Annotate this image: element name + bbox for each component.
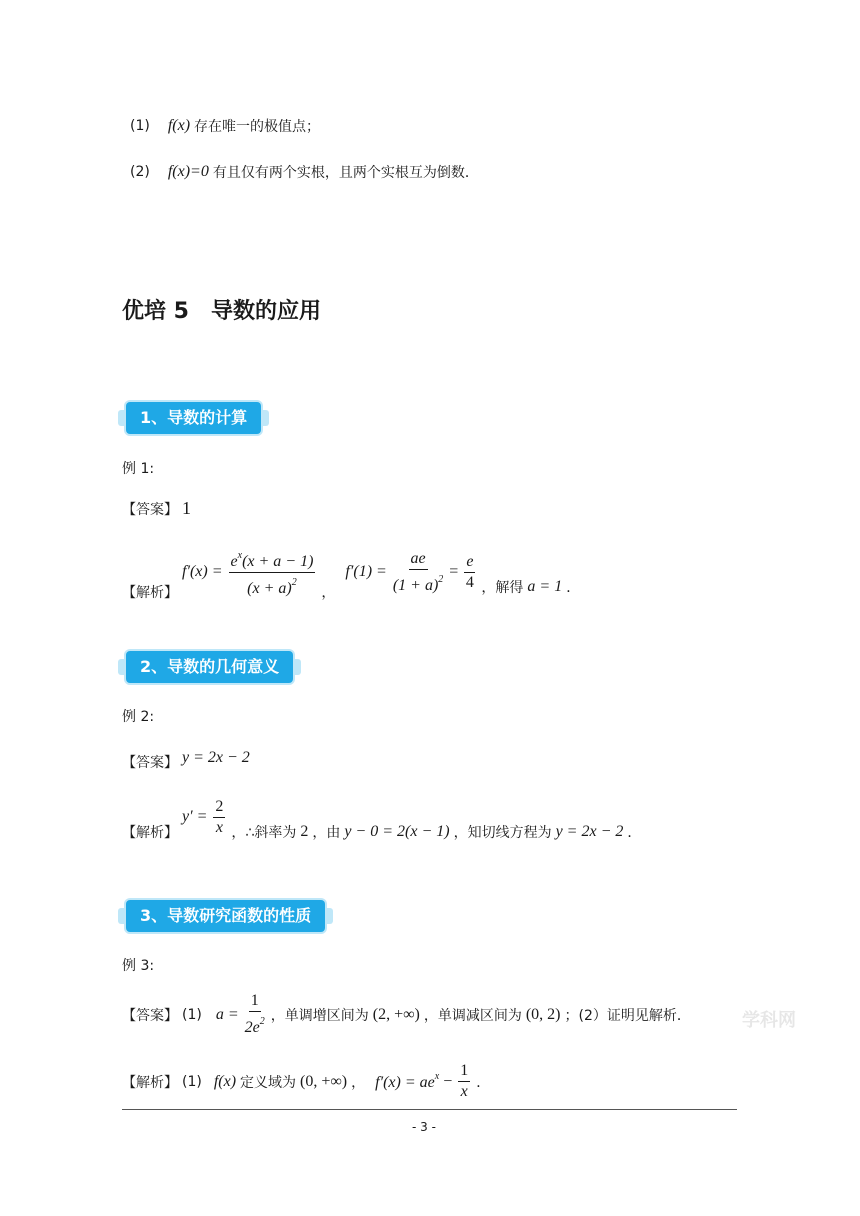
fraction-derivative: $\frac{e^x(x + a - 1)}{(x + a)^2}$	[229, 547, 316, 598]
fraction-a-value: $\frac{1}{2e^2}$	[244, 992, 265, 1036]
fraction-e-over-4: $\frac{e}{4}$	[465, 552, 474, 591]
analysis-label: 【解析】	[122, 585, 178, 601]
answer-label: 【答案】	[122, 755, 178, 771]
fraction-1-over-x: $\frac{1}{x}$	[460, 1062, 469, 1100]
topic-badge-1: 1、导数的计算	[126, 402, 261, 434]
analysis-text: ，∴斜率为	[231, 825, 297, 841]
item-number: (1)	[130, 118, 150, 134]
tangent-equation: y = 2x − 2	[555, 823, 624, 840]
analysis-row-2	[122, 792, 641, 842]
answer-lhs: a =	[215, 1005, 239, 1023]
item-text: 存在唯一的极值点；	[194, 119, 321, 135]
answer-text: ，单调减区间为	[423, 1007, 522, 1024]
example-label-3: 例 3:	[122, 958, 155, 974]
derivative-lhs: y′ =	[182, 808, 208, 825]
footer-rule	[122, 1109, 737, 1110]
answer-value: 1	[182, 498, 191, 518]
analysis-text: ，由	[312, 825, 341, 841]
derivative-lhs: f′(x) =	[182, 563, 223, 580]
math-fx: f(x)	[213, 1072, 237, 1090]
answer-row-3	[122, 992, 691, 1037]
example-label-1: 例 1:	[122, 461, 155, 477]
equals-sign: =	[449, 563, 459, 580]
answer-part-number: (1)	[182, 1006, 202, 1023]
answer-row-2	[122, 744, 250, 772]
analysis-label: 【解析】	[122, 825, 178, 841]
analysis-text: 定义域为	[240, 1074, 297, 1091]
item-text: 有且仅有两个实根，且两个实根互为倒数．	[212, 165, 479, 181]
math-fx: f(x)	[167, 117, 191, 134]
example-label-2: 例 2:	[122, 709, 155, 725]
analysis-row-3	[122, 1062, 490, 1101]
item-number: (2)	[130, 164, 150, 180]
derivative-at-1: f′(1) =	[345, 563, 387, 580]
period: ．	[476, 1074, 491, 1091]
derivative-lhs: $f'(x) = ae^x$	[375, 1071, 440, 1091]
topic-badge-2: 2、导数的几何意义	[126, 651, 293, 683]
analysis-tail: ，解得	[481, 580, 524, 596]
analysis-result: a = 1	[527, 578, 563, 595]
answer-text: ，单调增区间为	[270, 1007, 369, 1024]
analysis-text: ，知切线方程为	[453, 825, 552, 841]
analysis-text: ，	[351, 1074, 366, 1091]
analysis-row-1	[122, 542, 580, 602]
decreasing-interval: (0, 2)	[525, 1005, 561, 1023]
topic-badge-3: 3、导数研究函数的性质	[126, 900, 325, 932]
fraction-2-over-x: $\frac{2}{x}$	[215, 797, 224, 836]
minus-sign: −	[443, 1072, 453, 1090]
answer-label: 【答案】	[122, 501, 178, 518]
analysis-label: 【解析】	[122, 1074, 178, 1091]
answer-value: y = 2x − 2	[182, 749, 250, 766]
watermark: 学科网	[742, 1010, 796, 1031]
page-number: - 3 -	[412, 1120, 436, 1134]
separator: ，	[321, 585, 336, 601]
period: ．	[627, 825, 642, 841]
intro-item-2	[130, 162, 479, 182]
answer-row-1	[122, 498, 191, 519]
increasing-interval: (2, +∞)	[372, 1005, 420, 1023]
fraction-value: $\frac{ae}{(1 + a)^2}$	[392, 549, 444, 594]
analysis-part-number: (1)	[182, 1073, 202, 1090]
intro-item-1	[130, 116, 320, 136]
point-slope-equation: y − 0 = 2(x − 1)	[344, 823, 450, 840]
slope-value: 2	[300, 823, 309, 840]
period: ．	[566, 580, 581, 596]
section-title: 优培 5 导数的应用	[122, 299, 321, 324]
answer-text: ；(2）证明见解析．	[564, 1007, 691, 1024]
domain-interval: (0, +∞)	[300, 1072, 348, 1090]
math-equation: f(x)=0	[167, 163, 209, 180]
answer-label: 【答案】	[122, 1007, 178, 1024]
